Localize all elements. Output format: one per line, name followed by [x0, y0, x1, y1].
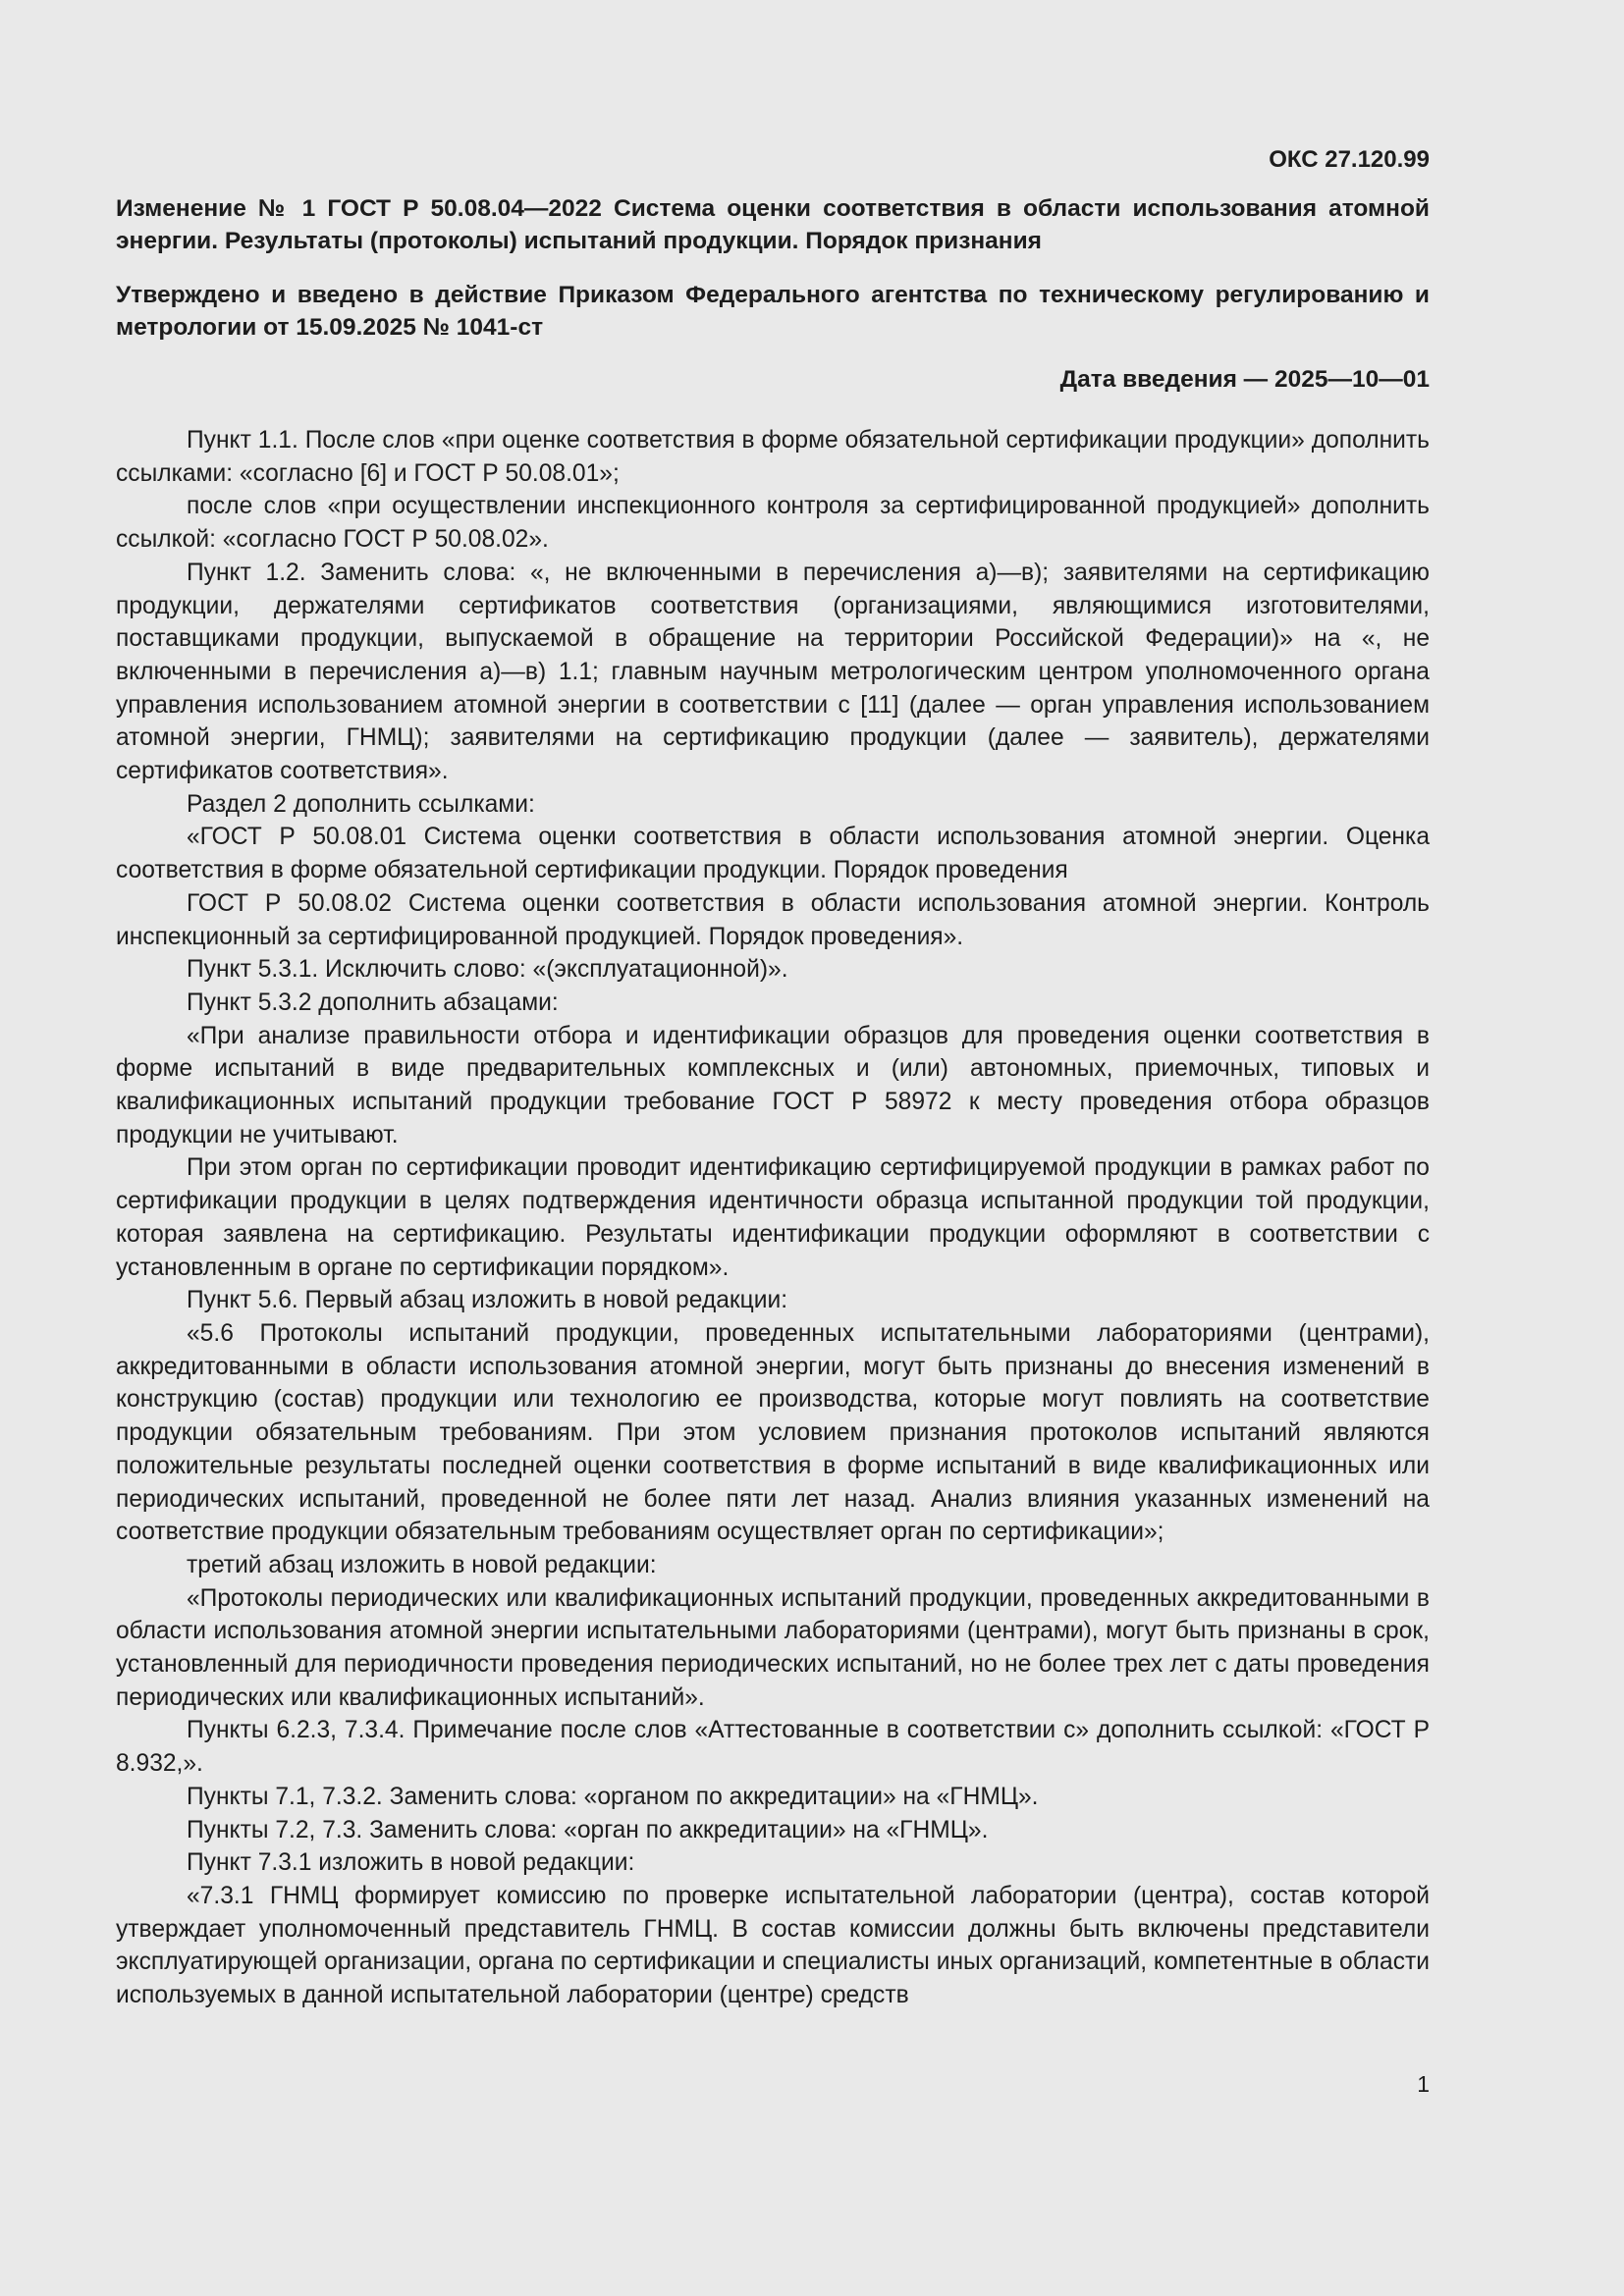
- paragraph: Пункт 5.3.2 дополнить абзацами:: [187, 988, 559, 1016]
- paragraph: «Протоколы периодических или квалификационных испытаний продукции, проведенных аккредитованными в области использования атомной энергии испытательными лабораториями (центрами), могут быть признаны в срок, установленный для периодичности проведения периодических испытаний, но не более трех лет с даты проведения периодических или квалификационных испытаний».: [116, 1584, 1430, 1711]
- paragraph: «При анализе правильности отбора и идентификации образцов для проведения оценки соответствия в форме испытаний в виде предварительных комплексных и (или) автономных, приемочных, типовых и квалификационных испытаний продукции требование ГОСТ Р 58972 к месту проведения отбора образцов продукции не учитывают.: [116, 1022, 1430, 1148]
- paragraph: При этом орган по сертификации проводит идентификацию сертифицируемой продукции в рамках работ по сертификации продукции в целях подтверждения идентичности образца испытанной продукции той продукции, которая заявлена на сертификацию. Результаты идентификации продукции оформляют в соответствии с установленным в органе по сертификации порядком».: [116, 1154, 1430, 1281]
- effective-date: Дата введения — 2025—10—01: [1059, 366, 1430, 393]
- paragraph: «7.3.1 ГНМЦ формирует комиссию по проверке испытательной лаборатории (центра), состав которой утверждает уполномоченный представитель ГНМЦ. В состав комиссии должны быть включены представители эксплуатирующей организации, органа по сертификации и специалисты иных организаций, компетентные в области используемых в данной испытательной лаборатории (центре) средств: [116, 1882, 1430, 2009]
- oks-code: ОКС 27.120.99: [1269, 146, 1430, 173]
- paragraph: Раздел 2 дополнить ссылками:: [187, 790, 535, 818]
- paragraph: Пункты 7.2, 7.3. Заменить слова: «орган по аккредитации» на «ГНМЦ».: [187, 1816, 989, 1843]
- paragraph: после слов «при осуществлении инспекционного контроля за сертифицированной продукцией» дополнить ссылкой: «согласно ГОСТ Р 50.08.02».: [116, 493, 1430, 554]
- amendment-body: [116, 424, 1430, 2012]
- paragraph: третий абзац изложить в новой редакции:: [187, 1551, 657, 1578]
- paragraph: Пункт 5.3.1. Исключить слово: «(эксплуатационной)».: [187, 956, 788, 984]
- paragraph: «ГОСТ Р 50.08.01 Система оценки соответствия в области использования атомной энергии. Оценка соответствия в форме обязательной сертификации продукции. Порядок проведения: [116, 824, 1430, 884]
- approval-statement: Утверждено и введено в действие Приказом Федерального агентства по техническому регулированию и метрологии от 15.09.2025 № 1041-ст: [116, 282, 1430, 341]
- amendment-title: Изменение № 1 ГОСТ Р 50.08.04—2022 Система оценки соответствия в области использования атомной энергии. Результаты (протоколы) испытаний продукции. Порядок признания: [116, 195, 1430, 254]
- paragraph: Пункты 7.1, 7.3.2. Заменить слова: «органом по аккредитации» на «ГНМЦ».: [187, 1783, 1039, 1810]
- paragraph: Пункт 7.3.1 изложить в новой редакции:: [187, 1849, 635, 1877]
- paragraph: Пункт 1.2. Заменить слова: «, не включенными в перечисления а)—в); заявителями на сертификацию продукции, держателями сертификатов соответствия (организациями, являющимися изготовителями, поставщиками продукции, выпускаемой в обращение на территории Российской Федерации)» на «, не включенными в перечисления а)—в) 1.1; главным научным метрологическим центром уполномоченного органа управления использованием атомной энергии в соответствии с [11] (далее — орган управления использованием атомной энергии, ГНМЦ); заявителями на сертификацию продукции (далее — заявитель), держателями сертификатов соответствия».: [116, 559, 1430, 785]
- page-number: 1: [1417, 2071, 1430, 2097]
- paragraph: Пункт 1.1. После слов «при оценке соответствия в форме обязательной сертификации продукции» дополнить ссылками: «согласно [6] и ГОСТ Р 50.08.01»;: [116, 427, 1430, 487]
- paragraph: «5.6 Протоколы испытаний продукции, проведенных испытательными лабораториями (центрами), аккредитованными в области использования атомной энергии, могут быть признаны до внесения изменений в конструкцию (состав) продукции или технологию ее производства, которые могут повлиять на соответствие продукции обязательным требованиям. При этом условием признания протоколов испытаний являются положительные результаты последней оценки соответствия в форме испытаний в виде квалификационных или периодических испытаний, проведенной не более пяти лет назад. Анализ влияния указанных изменений на соответствие продукции обязательным требованиям осуществляет орган по сертификации»;: [116, 1319, 1430, 1546]
- paragraph: Пункт 5.6. Первый абзац изложить в новой редакции:: [187, 1287, 788, 1314]
- paragraph: ГОСТ Р 50.08.02 Система оценки соответствия в области использования атомной энергии. Контроль инспекционный за сертифицированной продукцией. Порядок проведения».: [116, 889, 1430, 950]
- document-page: [116, 143, 1430, 2012]
- paragraph: Пункты 6.2.3, 7.3.4. Примечание после слов «Аттестованные в соответствии с» дополнить ссылкой: «ГОСТ Р 8.932,».: [116, 1717, 1430, 1778]
